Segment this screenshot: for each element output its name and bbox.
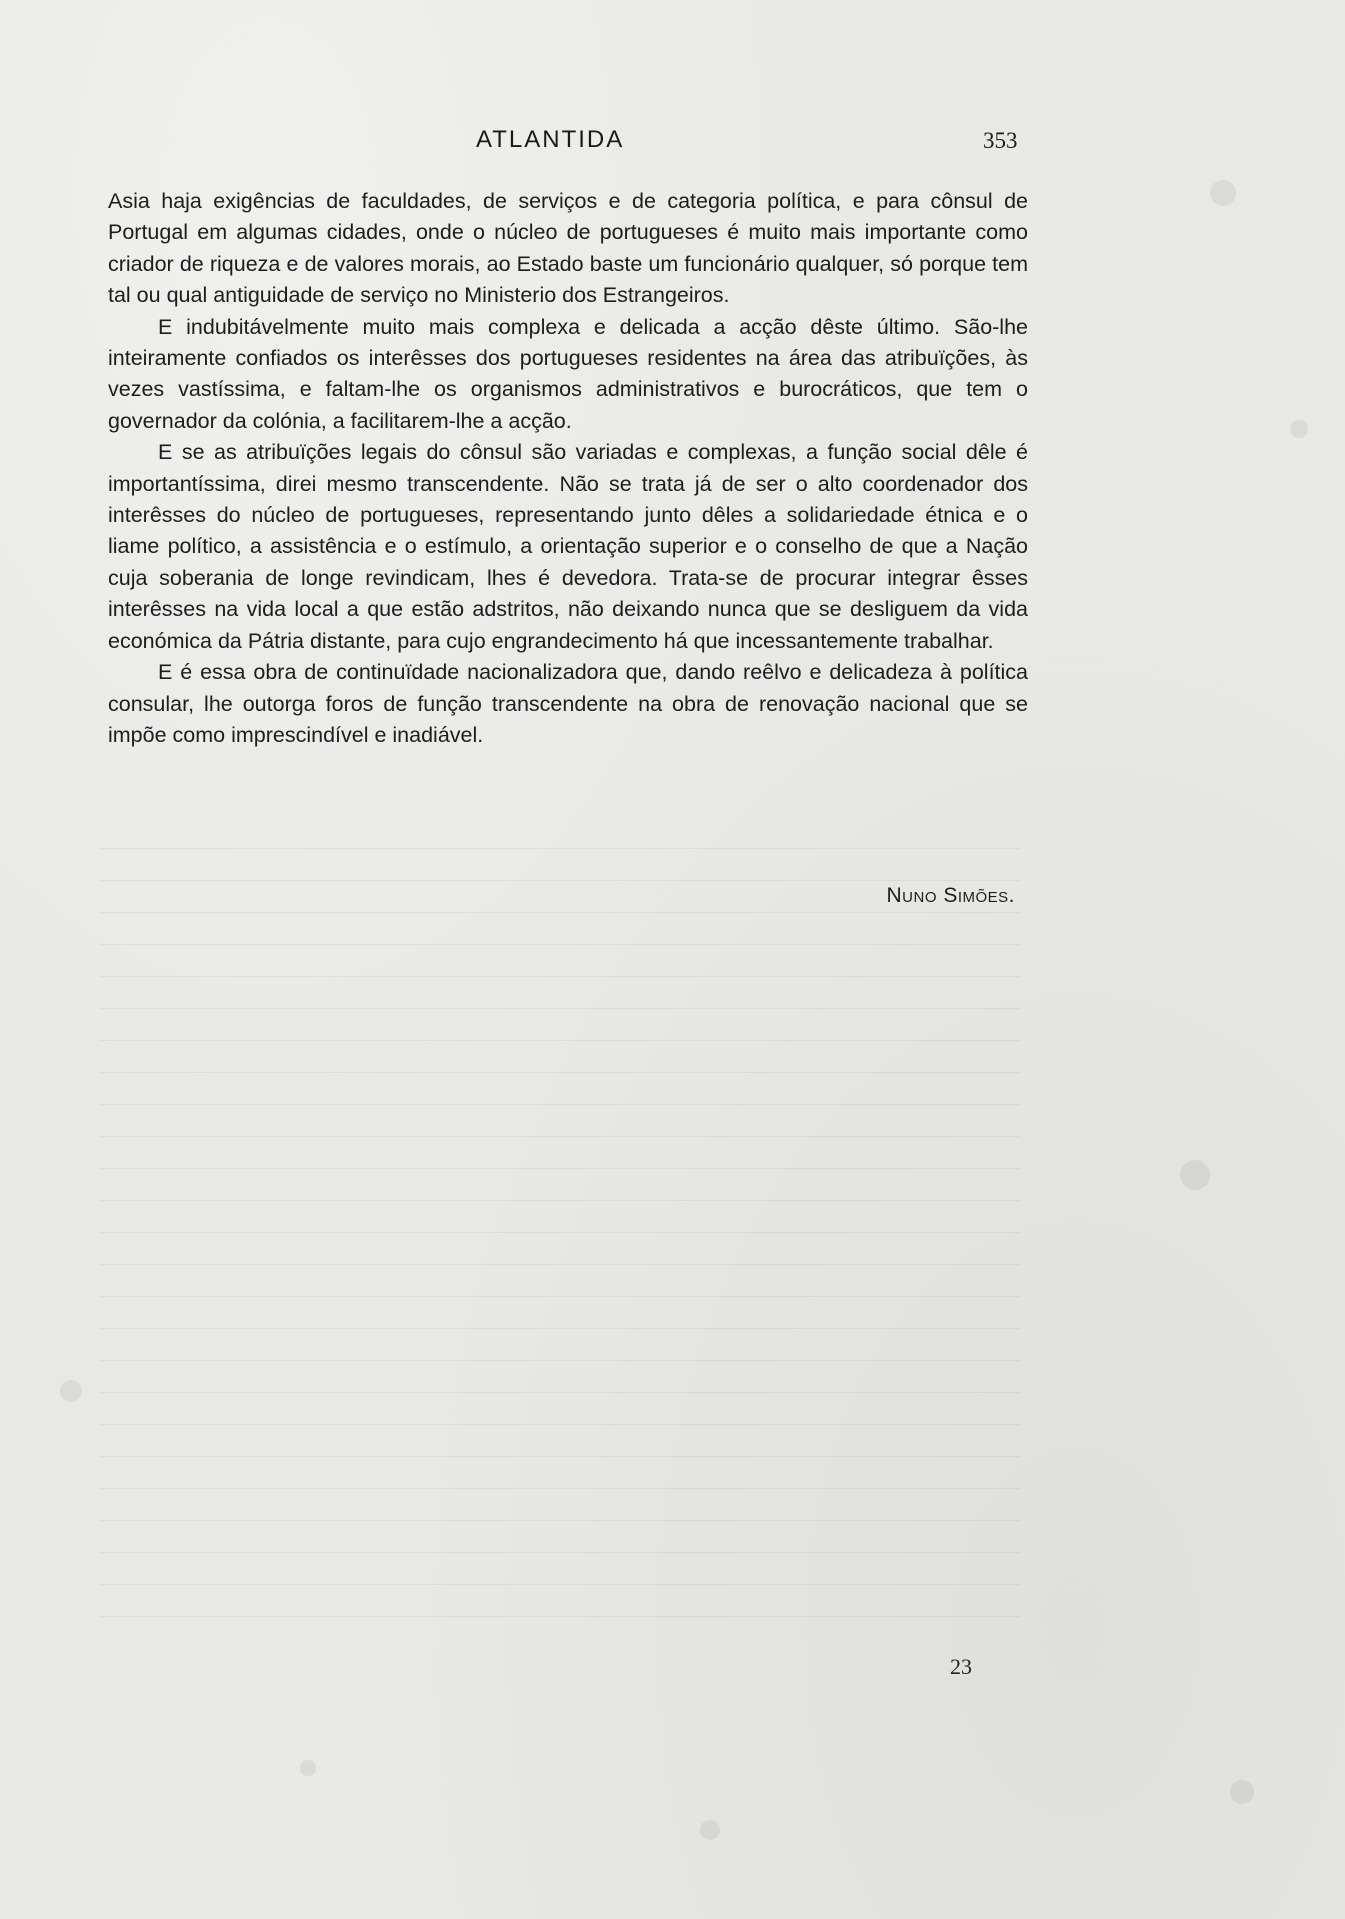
bleed-through-line [100, 1552, 1020, 1553]
paper-speckle [1180, 1160, 1210, 1190]
bleed-through-line [100, 1584, 1020, 1585]
body-text [108, 186, 1028, 751]
bleed-through-line [100, 1392, 1020, 1393]
paragraph: E se as atribuïções legais do cônsul são variadas e complexas, a função social dêle é importantíssima, direi mesmo transcendente. Não se trata já de ser o alto coordenador dos interêsses do núcleo de portugueses, representando junto dêles a solidariedade étnica e o liame político, a assistência e o estímulo, a orientação superior e o conselho de que a Nação cuja soberania de longe revindicam, lhes é devedora. Trata-se de procurar integrar êsses interêsses na vida local a que estão adstritos, não deixando nunca que se desliguem da vida económica da Pátria distante, para cujo engrandecimento há que incessantemente trabalhar. [108, 440, 1028, 653]
bleed-through-line [100, 944, 1020, 945]
bleed-through-line [100, 848, 1020, 849]
bleed-through-line [100, 1200, 1020, 1201]
running-head [0, 126, 1345, 156]
running-title: ATLANTIDA [476, 126, 625, 153]
bleed-through-line [100, 1616, 1020, 1617]
folio-number: 23 [950, 1654, 972, 1679]
bleed-through-line [100, 1168, 1020, 1169]
bleed-through-line [100, 1488, 1020, 1489]
bleed-through-line [100, 1296, 1020, 1297]
page-number: 353 [983, 128, 1018, 153]
bleed-through-line [100, 880, 1020, 881]
paper-speckle [1210, 180, 1236, 206]
bleed-through-line [100, 1072, 1020, 1073]
bleed-through-line [100, 1040, 1020, 1041]
bleed-through-line [100, 1456, 1020, 1457]
bleed-through-line [100, 1232, 1020, 1233]
bleed-through-line [100, 1008, 1020, 1009]
paper-speckle [60, 1380, 82, 1402]
bleed-through-line [100, 1424, 1020, 1425]
bleed-through-line [100, 1360, 1020, 1361]
bleed-through-line [100, 1264, 1020, 1265]
paragraph: E é essa obra de continuïdade nacionalizadora que, dando reêlvo e delicadeza à política consular, lhe outorga foros de função transcendente na obra de renovação nacional que se impõe como imprescindível e inadiável. [108, 660, 1028, 747]
bleed-through-line [100, 1104, 1020, 1105]
paper-speckle [1230, 1780, 1254, 1804]
bleed-through-line [100, 976, 1020, 977]
author-signature: Nuno Simões. [886, 884, 1015, 907]
bleed-through-line [100, 912, 1020, 913]
bleed-through-line [100, 1136, 1020, 1137]
paragraph: Asia haja exigências de faculdades, de serviços e de categoria política, e para cônsul de Portugal em algumas cidades, onde o núcleo de portugueses é muito mais importante como criador de riqueza e de valores morais, ao Estado baste um funcionário qualquer, só porque tem tal ou qual antiguidade de serviço no Ministerio dos Estrangeiros. [108, 189, 1028, 308]
bleed-through-line [100, 1520, 1020, 1521]
paper-speckle [700, 1820, 720, 1840]
paper-speckle [300, 1760, 316, 1776]
paragraph: E indubitávelmente muito mais complexa e delicada a acção dêste último. São-lhe inteiramente confiados os interêsses dos portugueses residentes na área das atribuïções, às vezes vastíssima, e faltam-lhe os organismos administrativos e burocráticos, que tem o governador da colónia, a facilitarem-lhe a acção. [108, 314, 1028, 433]
bleed-through-line [100, 1328, 1020, 1329]
paper-speckle [1290, 420, 1308, 438]
